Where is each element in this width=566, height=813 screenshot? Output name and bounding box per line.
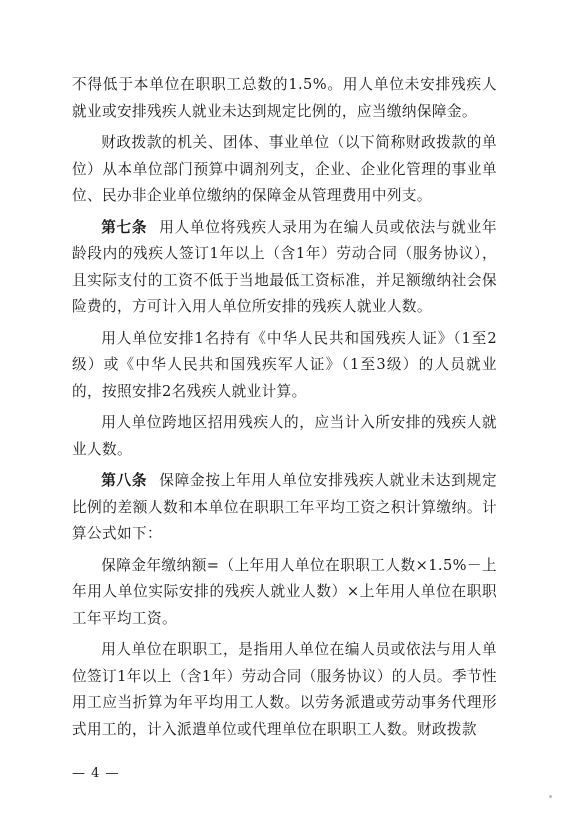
article-8-text: 保障金按上年用人单位安排残疾人就业未达到规定比例的差额人数和本单位在职职工年平均工资之积计算缴纳。计算公式如下： [72,472,497,542]
paragraph-2 [72,130,497,210]
paragraph-1 [72,72,497,125]
article-7-heading: 第七条 [101,218,148,236]
paragraph-5 [72,410,497,463]
article-8-paragraph [72,468,497,548]
formula-paragraph [72,553,497,633]
article-7-text: 用人单位将残疾人录用为在编人员或依法与就业年龄段内的残疾人签订1年以上（含1年）劳动合同（服务协议），且实际支付的工资不低于当地最低工资标准，并足额缴纳社会保险费的，方可计入用人单位所安排的残疾人就业人数。 [72,218,497,315]
paragraph-2-text: 财政拨款的机关、团体、事业单位（以下简称财政拨款的单位）从本单位部门预算中调剂列支，企业、企业化管理的事业单位、民办非企业单位缴纳的保障金从管理费用中列支。 [72,134,497,204]
paragraph-8-text: 用人单位在职职工，是指用人单位在编人员或依法与用人单位签订1年以上（含1年）劳动合同（服务协议）的人员。季节性用工应当折算为年平均用工人数。以劳务派遣或劳动事务代理形式用工的，计入派遣单位或代理单位在职职工人数。财政拨款 [72,641,497,738]
article-7-paragraph [72,215,497,321]
page-number: — 4 — [72,766,120,781]
scan-artifact-dot [549,795,552,798]
paragraph-8 [72,637,497,743]
paragraph-1-text: 不得低于本单位在职职工总数的1.5%。用人单位未安排残疾人就业或安排残疾人就业未达到规定比例的，应当缴纳保障金。 [72,76,497,120]
document-body [72,72,497,748]
paragraph-4-text: 用人单位安排1名持有《中华人民共和国残疾人证》（1至2级）或《中华人民共和国残疾军人证》（1至3级）的人员就业的，按照安排2名残疾人就业计算。 [72,329,497,400]
formula-text: 保障金年缴纳额=（上年用人单位在职职工人数×1.5%－上年用人单位实际安排的残疾人就业人数）×上年用人单位在职职工年平均工资。 [72,556,497,627]
paragraph-4 [72,326,497,406]
paragraph-5-text: 用人单位跨地区招用残疾人的，应当计入所安排的残疾人就业人数。 [72,414,497,458]
article-8-heading: 第八条 [101,472,148,489]
